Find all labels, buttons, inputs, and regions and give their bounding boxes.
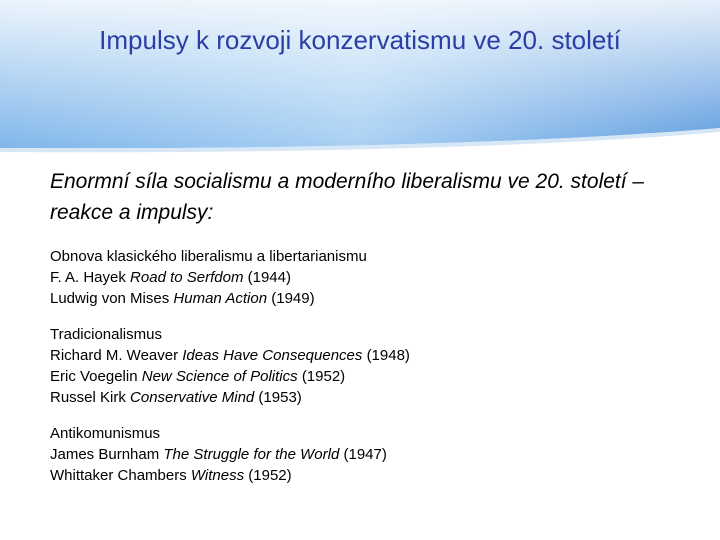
book-entry: Richard M. Weaver Ideas Have Consequences (1948) [50,347,410,364]
section-traditionalism [50,324,690,408]
section-anticommunism [50,423,690,486]
section-heading: Obnova klasického liberalismu a libertarianismu [50,248,367,265]
intro-text: Enormní síla socialismu a moderního liberalismu ve 20. století – reakce a impulsy: [50,170,645,224]
book-entry: Eric Voegelin New Science of Politics (1952) [50,368,346,385]
slide-body [50,166,690,486]
slide-title: Impulsy k rozvoji konzervatismu ve 20. století [99,25,621,55]
book-entry: Whittaker Chambers Witness (1952) [50,467,292,484]
section-heading: Antikomunismus [50,425,161,442]
book-entry: James Burnham The Struggle for the World (1947) [50,446,387,463]
section-classical-liberalism [50,246,690,309]
book-entry: Ludwig von Mises Human Action (1949) [50,290,315,307]
book-entry: F. A. Hayek Road to Serfdom (1944) [50,269,291,286]
section-heading: Tradicionalismus [50,326,162,343]
book-entry: Russel Kirk Conservative Mind (1953) [50,389,302,406]
